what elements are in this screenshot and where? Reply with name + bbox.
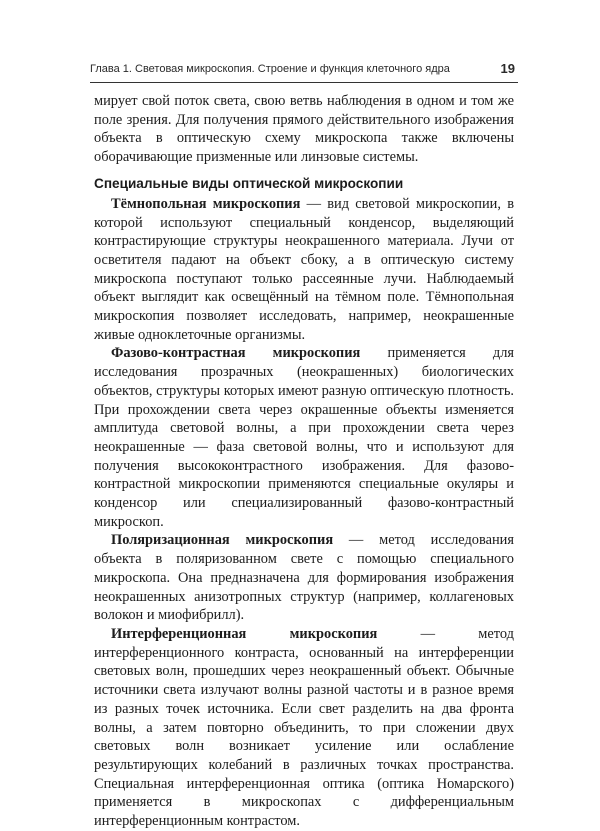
page-number: 19: [500, 61, 515, 76]
term-polarization: Поляризационная микроскопия: [111, 532, 334, 549]
chapter-title: Глава 1. Световая микроскопия. Строение и функция клеточного ядра: [90, 63, 450, 75]
intro-paragraph: мирует свой поток света, свою ветвь наблюдения в одном и том же поле зрения. Для получения прямого действительного изображения объекта в оптическую схему микроскопа также включены оборачивающие призменные или линзовые системы.: [94, 93, 514, 166]
text-interference: — метод интерференционного контраста, основанный на интерференции световых волн, прошедших через неокрашенный объект. Обычные источники света излучают волны разной частоты и в разное время из разных точек источника. Если свет разделить на два фронта волны, а затем повторно объединить, то при сложении двух световых волн возникает усиление или ослабление результирующих колебаний в различных точках пространства. Специальная интерференционная оптика (оптика Номарского) применяется в микроскопах с дифференциальным интерференционным контрастом.: [94, 625, 514, 830]
paragraph-polarization: [94, 531, 514, 625]
running-header: [90, 60, 518, 82]
term-interference: Интерференционная микроскопия: [111, 625, 378, 642]
paragraph-dark-field: [94, 195, 514, 345]
paragraph-phase-contrast: [94, 344, 514, 531]
term-dark-field: Тёмнопольная микроскопия: [111, 195, 301, 212]
text-phase-contrast: применяется для исследования прозрачных (неокрашенных) биологических объектов, структуры которых имеют разную оптическую плотность. При прохождении света через окрашенные объекты изменяется амплитуда световой волны, а при прохождении света через неокрашенные — фаза световой волны, что и используют для получения высококонтрастного изображения. Для фазово-контрастной микроскопии применяются специальные окуляры и конденсор или специализированный фазово-контрастный микроскоп.: [94, 345, 515, 530]
section-heading: Специальные виды оптической микроскопии: [94, 175, 404, 191]
text-polarization: — метод исследования объекта в поляризованном свете с помощью специального микроскопа. Она предназначена для формирования изображения неокрашенных анизотропных структур (например, коллагеновых волокон и миофибрилл).: [94, 532, 514, 624]
text-dark-field: — вид световой микроскопии, в которой используют специальный конденсор, выделяющий контрастирующие структуры неокрашенного материала. Лучи от осветителя падают на объект сбоку, а в оптическую систему микроскопа поступают только рассеянные лучи. Наблюдаемый объект выглядит как освещённый на тёмном поле. Тёмнопольная микроскопия позволяет исследовать, например, неокрашенные живые одноклеточные организмы.: [94, 195, 514, 343]
term-phase-contrast: Фазово-контрастная микроскопия: [111, 345, 361, 362]
header-divider: [90, 82, 518, 83]
paragraph-interference: [94, 625, 514, 831]
page-body: [94, 92, 514, 831]
